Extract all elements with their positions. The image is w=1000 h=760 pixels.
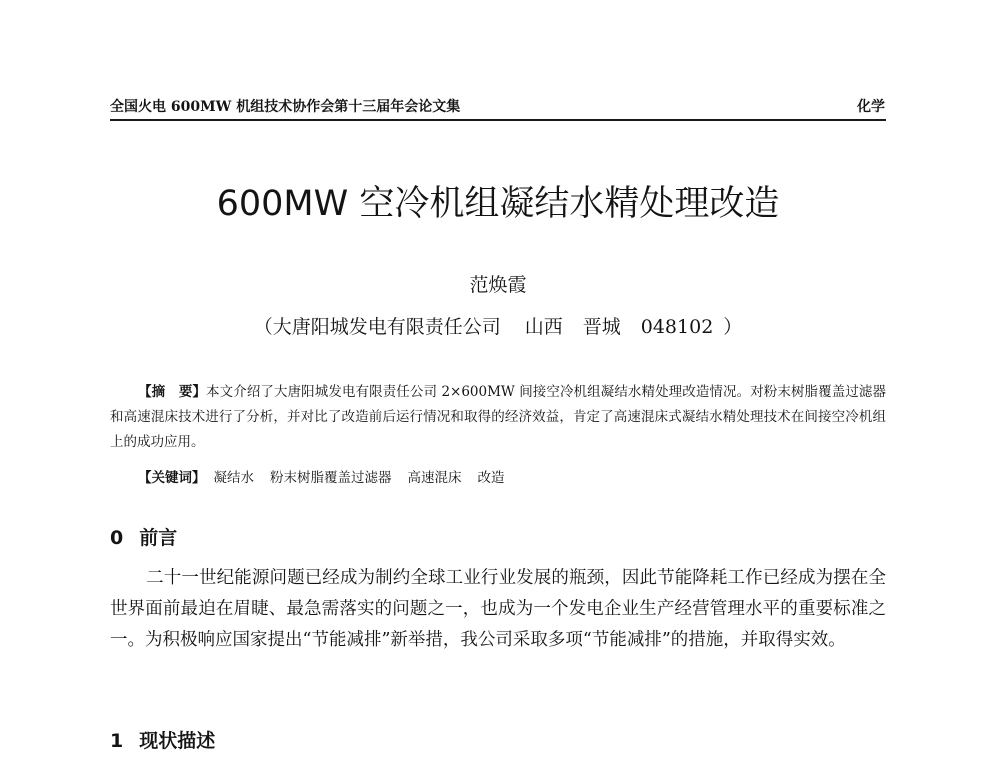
header-proceedings-title: 全国火电 600MW 机组技术协作会第十三届年会论文集 — [110, 99, 461, 115]
introduction-paragraph — [110, 563, 886, 656]
running-header — [110, 98, 885, 116]
author-name: 范焕霞 — [469, 274, 527, 296]
header-rule — [110, 119, 886, 121]
keyword: 高速混床 — [407, 470, 462, 486]
section-number: 0 — [110, 527, 124, 549]
abstract — [110, 380, 886, 455]
section-title: 现状描述 — [139, 730, 216, 752]
section-heading-current-status — [110, 728, 215, 754]
paper-title: 600MW 空冷机组凝结水精处理改造 — [216, 184, 780, 224]
keywords — [138, 468, 886, 488]
affiliation-city: 晋城 — [582, 316, 621, 338]
affiliation-close-paren: ） — [723, 316, 743, 338]
header-section-label: 化学 — [857, 99, 885, 115]
abstract-label: 【摘 要】 — [138, 384, 207, 400]
section-number: 1 — [110, 730, 124, 752]
keywords-label: 【关键词】 — [138, 470, 206, 486]
abstract-text: 本文介绍了大唐阳城发电有限责任公司 2×600MW 间接空冷机组凝结水精处理改造情况。对粉末树脂覆盖过滤器和高速混床技术进行了分析，并对比了改造前后运行情况和取得的经济效益，肯定了高速混床式凝结水精处理技术在间接空冷机组上的成功应用。 — [110, 384, 887, 450]
author-affiliation — [110, 314, 886, 340]
affiliation-province: 山西 — [524, 316, 563, 338]
affiliation-postcode: 048102 — [640, 316, 714, 338]
section-heading-introduction — [110, 525, 177, 551]
keyword: 粉末树脂覆盖过滤器 — [270, 470, 392, 486]
keyword: 凝结水 — [213, 470, 254, 486]
keyword: 改造 — [477, 470, 505, 486]
affiliation-company: 大唐阳城发电有限责任公司 — [272, 316, 501, 338]
affiliation-open-paren: （ — [253, 316, 273, 338]
paragraph-text: 二十一世纪能源问题已经成为制约全球工业行业发展的瓶颈，因此节能降耗工作已经成为摆在全世界面前最迫在眉睫、最急需落实的问题之一，也成为一个发电企业生产经营管理水平的重要标准之一。为积极响应国家提出“节能减排”新举措，我公司采取多项“节能减排”的措施，并取得实效。 — [110, 568, 886, 650]
section-title: 前言 — [139, 527, 178, 549]
